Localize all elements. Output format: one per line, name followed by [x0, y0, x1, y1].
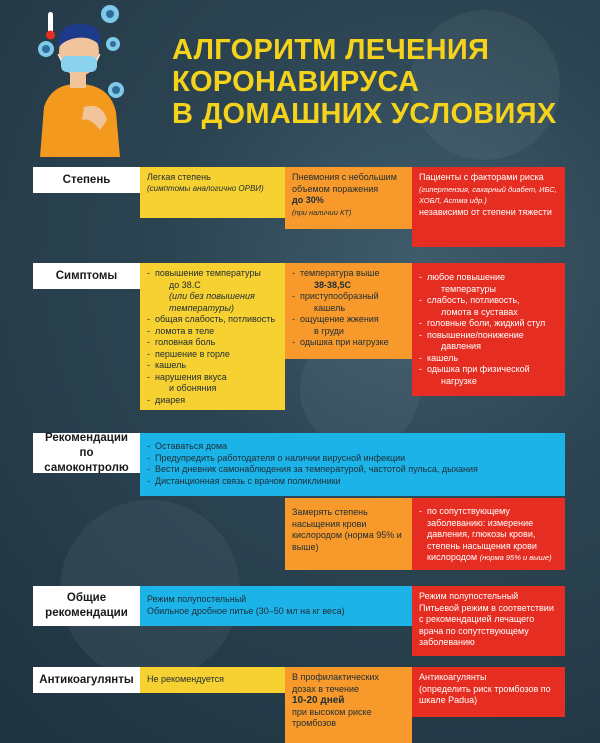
list-item: - головные боли, жидкий стул	[419, 318, 558, 330]
virus-icon	[38, 41, 54, 57]
degree-risk-cell	[412, 167, 565, 247]
list-item: - Предупредить работодателя о наличии вирусной инфекции	[147, 453, 558, 465]
row-label-symptoms: Симптомы	[33, 263, 140, 289]
list-item: - Вести дневник самонаблюдения за температурой, частотой пульса, дыхания	[147, 464, 558, 476]
list-item: - ощущение жжения	[292, 314, 405, 326]
list-item: (или без повышения температуры)	[169, 291, 255, 313]
row-label-general: Общие рекомендации	[33, 586, 140, 626]
list-item: - общая слабость, потливость	[147, 314, 278, 326]
anticoag-risk-line: (определить риск тромбозов по шкале Padua)	[419, 683, 551, 705]
list-item: - повышение/понижение	[419, 330, 558, 342]
virus-icon	[108, 82, 124, 98]
list-item: 38-38,5С	[314, 279, 352, 290]
sick-person-illustration	[12, 2, 162, 157]
list-item	[419, 506, 558, 564]
general-risk-cell	[412, 586, 565, 656]
page-title	[172, 34, 592, 130]
selfcontrol-risk-cell	[412, 498, 565, 570]
row-label-selfcontrol: Рекомендации по самоконтролю	[33, 433, 140, 473]
list-item: ломота в суставах	[441, 306, 518, 317]
symptoms-pneumonia-list	[292, 268, 405, 349]
virus-icon	[106, 37, 120, 51]
list-item: кашель	[314, 302, 346, 313]
list-item: - першение в горле	[147, 349, 278, 361]
symptoms-pneumonia-cell	[285, 263, 412, 359]
selfcontrol-risk-list	[419, 506, 558, 564]
thermometer-icon	[46, 12, 55, 40]
list-item: нагрузке	[441, 375, 477, 386]
general-common-cell	[140, 586, 412, 626]
list-item: - повышение температуры	[147, 268, 278, 280]
selfcontrol-common-cell	[140, 433, 565, 496]
general-common-line: Обильное дробное питье (30–50 мл на кг веса)	[147, 605, 345, 616]
list-item: до 38.С	[169, 279, 201, 290]
symptoms-mild-list	[147, 268, 278, 406]
degree-pneumonia-cell	[285, 167, 412, 229]
list-item: - ломота в теле	[147, 326, 278, 338]
row-label-degree: Степень	[33, 167, 140, 193]
anticoag-pneumonia-line: В профилактических дозах в течение	[292, 672, 379, 694]
selfcontrol-pneumonia-text: Замерять степень насыщения крови кислородом (норма 95% и выше)	[292, 507, 402, 552]
degree-pneumonia-note: (при наличии КТ)	[292, 207, 352, 217]
list-item: - температура выше	[292, 268, 405, 280]
virus-icon	[101, 5, 119, 23]
title-line: КОРОНАВИРУСА	[172, 66, 420, 98]
anticoag-pneumonia-cell	[285, 667, 412, 743]
selfcontrol-pneumonia-cell	[285, 498, 412, 570]
list-item: - одышка при физической	[419, 364, 558, 376]
anticoag-mild-text: Не рекомендуется	[147, 674, 224, 684]
anticoag-pneumonia-value: 10-20 дней	[292, 695, 345, 706]
list-item: - кашель	[419, 353, 558, 365]
anticoag-mild-cell	[140, 667, 285, 693]
list-item: - Оставаться дома	[147, 441, 558, 453]
degree-mild-cell	[140, 167, 285, 218]
list-item: - головная боль	[147, 337, 278, 349]
selfcontrol-risk-note: (норма 95% и выше)	[479, 553, 552, 562]
anticoag-pneumonia-line: при высоком риске тромбозов	[292, 706, 372, 728]
degree-risk-title: Пациенты с факторами риска	[419, 172, 544, 182]
degree-risk-note: (гипертензия, сахарный диабет, ИБС, ХОБЛ, Астма идр.)	[419, 184, 557, 205]
degree-mild-note: (симптомы аналогично ОРВИ)	[147, 183, 264, 193]
general-common-line: Режим полупостельный	[147, 594, 247, 604]
title-line: В ДОМАШНИХ УСЛОВИЯХ	[172, 98, 557, 130]
list-item: и обоняния	[169, 383, 217, 393]
list-item: - слабость, потливость,	[419, 295, 558, 307]
list-item: - Дистанционная связь с врачом поликлиники	[147, 476, 558, 488]
list-item: давления	[441, 341, 481, 351]
degree-pneumonia-title: Пневмония с небольшим объемом поражения	[292, 172, 397, 194]
symptoms-mild-cell	[140, 263, 285, 410]
row-label-anticoagulants: Антикоагулянты	[33, 667, 140, 693]
selfcontrol-list	[147, 441, 558, 487]
list-item: - одышка при нагрузке	[292, 337, 405, 349]
anticoag-risk-cell	[412, 667, 565, 717]
degree-mild-title: Легкая степень	[147, 172, 211, 182]
degree-pneumonia-value: до 30%	[292, 195, 324, 205]
list-item: - любое повышение	[419, 272, 558, 284]
list-item: - приступообразный	[292, 291, 405, 303]
list-item: температуры	[441, 283, 497, 294]
symptoms-risk-cell	[412, 263, 565, 396]
symptoms-risk-list	[419, 272, 558, 387]
title-line: АЛГОРИТМ ЛЕЧЕНИЯ	[172, 34, 490, 66]
list-item: - кашель	[147, 360, 278, 372]
general-risk-text: Режим полупостельный Питьевой режим в соответствии с рекомендацией лечащего врача по сопутствующему заболеванию	[419, 591, 554, 647]
list-item: - диарея	[147, 395, 278, 407]
list-item: - нарушения вкуса	[147, 372, 278, 384]
selfcontrol-risk-text: по сопутствующему заболеванию: измерение давления, глюкозы крови, степень насыщения крови кислородом	[427, 506, 537, 562]
list-item: в груди	[314, 325, 344, 336]
degree-risk-extra: независимо от степени тяжести	[419, 206, 552, 217]
anticoag-risk-line: Антикоагулянты	[419, 672, 487, 682]
